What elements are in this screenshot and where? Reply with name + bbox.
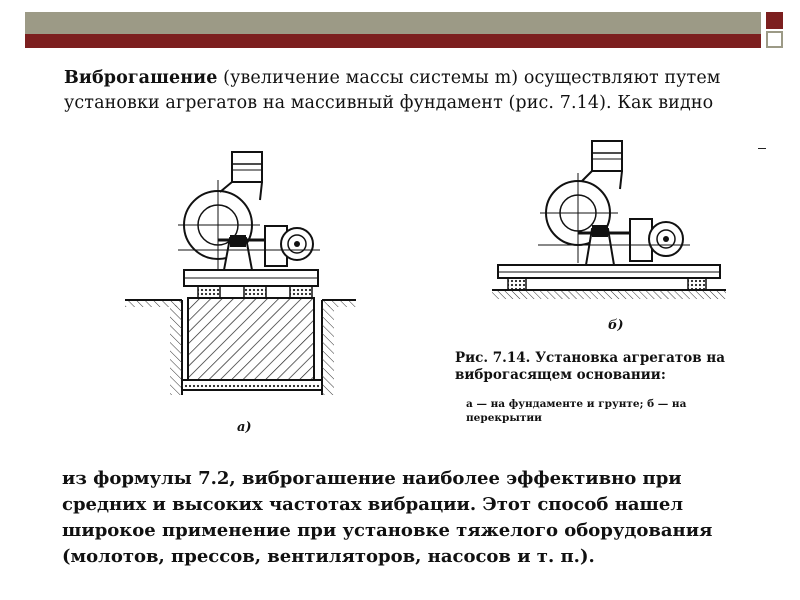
figure-a-label: а) bbox=[237, 420, 252, 435]
figure-b-label: б) bbox=[608, 318, 624, 333]
figure-b-floor-drawing bbox=[490, 135, 730, 305]
header-square-outline bbox=[766, 31, 783, 48]
header-band-red bbox=[25, 34, 761, 48]
header-band-gray bbox=[25, 12, 761, 34]
intro-term: Виброгашение bbox=[64, 68, 218, 88]
continuation-paragraph: из формулы 7.2, виброгашение наиболее эффективно при средних и высоких частотах вибрации. Этот способ нашел широкое применение при установке тяжелого оборудования (молотов, прессов, вентиляторов, насосов и т. п.). bbox=[62, 468, 713, 567]
intro-paragraph bbox=[64, 66, 754, 116]
header-square-filled bbox=[766, 12, 783, 29]
figure-caption-legend: а — на фундаменте и грунте; б — на перекрытии bbox=[466, 398, 687, 424]
margin-mark bbox=[758, 148, 766, 149]
figure-caption: Рис. 7.14. Установка агрегатов на виброгасящем основании: bbox=[455, 350, 725, 383]
intro-text: (увеличение массы системы m) осуществляют путем установки агрегатов на массивный фундамент (рис. 7.14). Как видно bbox=[64, 68, 721, 113]
figure-a-foundation-drawing bbox=[120, 140, 360, 400]
